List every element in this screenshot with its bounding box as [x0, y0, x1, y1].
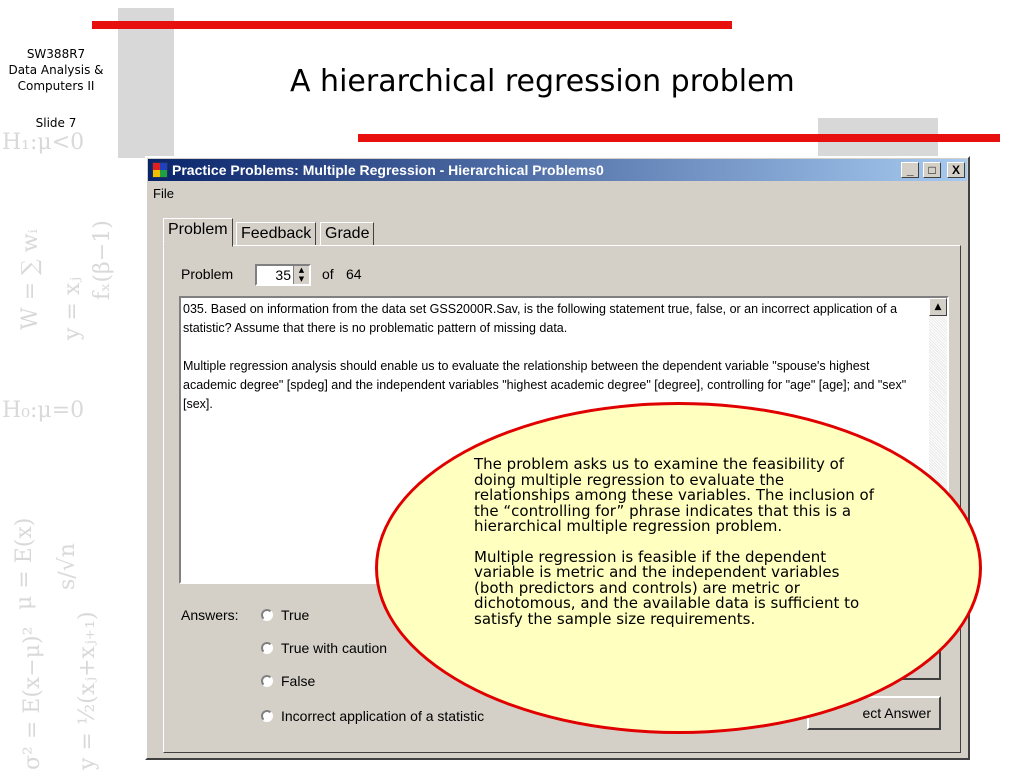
radio-icon	[261, 609, 273, 621]
answer-option-false[interactable]	[261, 673, 315, 689]
slide-title: A hierarchical regression problem	[290, 64, 795, 99]
of-label: of	[322, 266, 334, 282]
answer-option-label: False	[281, 673, 316, 689]
answer-option-true-with-caution[interactable]	[261, 640, 387, 656]
scroll-up-icon[interactable]: ▲	[929, 298, 947, 316]
radio-icon	[261, 675, 273, 687]
answer-option-true[interactable]	[261, 607, 309, 623]
decorative-red-bar-bottom	[358, 134, 1000, 142]
maximize-icon[interactable]: □	[923, 162, 941, 178]
tab-feedback[interactable]: Feedback	[236, 222, 316, 246]
close-icon[interactable]: X	[947, 162, 965, 178]
problem-number-value: 35	[275, 267, 291, 283]
slide-number: Slide 7	[35, 116, 77, 130]
problem-total: 64	[346, 266, 362, 282]
decorative-gray-block-left	[118, 8, 174, 158]
problem-text: 035. Based on information from the data set GSS2000R.Sav, is the following statement true, false, or an incorrect application of a statistic? Assume that there is no problematic pattern of missing data. Multiple regression analysis should enable us to evaluate the relationship between the dependent variable "spouse's highest academic degree" [spdeg] and the independent variables "highest academic degree" [degree], controlling for "age" [age]; and "sex" [sex].	[183, 302, 907, 411]
answer-option-label: True with caution	[281, 640, 388, 656]
menubar	[153, 186, 174, 201]
answer-option-label: True	[281, 607, 310, 623]
problem-label: Problem	[181, 266, 234, 282]
answers-label: Answers:	[181, 607, 239, 623]
callout-text	[474, 457, 882, 642]
answer-option-label: Incorrect application of a statistic	[281, 708, 485, 724]
decorative-math-background: H₁:μ<0 W = ∑ wᵢ y = xⱼ fₓ(β−1) H₀:μ=0 μ = E(x) s/√n σ² = E(x−μ)² y = ½(xⱼ+xⱼ₊₁)	[2, 130, 115, 770]
radio-icon	[261, 642, 273, 654]
answer-option-incorrect-application[interactable]	[261, 708, 484, 724]
course-code: SW388R7	[26, 47, 86, 61]
correct-answer-button-label: ect Answer	[862, 705, 931, 721]
callout-paragraph-1: The problem asks us to examine the feasibility of doing multiple regression to evaluate the relationships among these variables. The inclusion of the “controlling for” phrase indicates that this is a hierarchical multiple regression problem.	[474, 455, 874, 535]
window-titlebar[interactable]	[148, 159, 967, 181]
tab-problem[interactable]: Problem	[163, 218, 233, 247]
radio-icon	[261, 710, 273, 722]
problem-number-spinner[interactable]	[255, 264, 311, 286]
window-title: Practice Problems: Multiple Regression - Hierarchical Problems0	[172, 162, 604, 178]
menu-file[interactable]: File	[153, 186, 174, 201]
tab-grade[interactable]: Grade	[320, 222, 374, 246]
window-controls	[901, 162, 965, 180]
course-label	[6, 46, 106, 94]
course-name-line2: Computers II	[17, 79, 95, 93]
callout-paragraph-2: Multiple regression is feasible if the dependent variable is metric and the independent variables (both predictors and controls) are metric or dichotomous, and the available data is sufficient to satisfy the sample size requirements.	[474, 547, 860, 628]
minimize-icon[interactable]: _	[901, 162, 919, 178]
decorative-red-bar-top	[92, 21, 732, 29]
spinner-arrows-icon[interactable]: ▲ ▼	[293, 266, 309, 284]
app-icon	[152, 162, 168, 178]
course-name-line1: Data Analysis &	[8, 63, 104, 77]
